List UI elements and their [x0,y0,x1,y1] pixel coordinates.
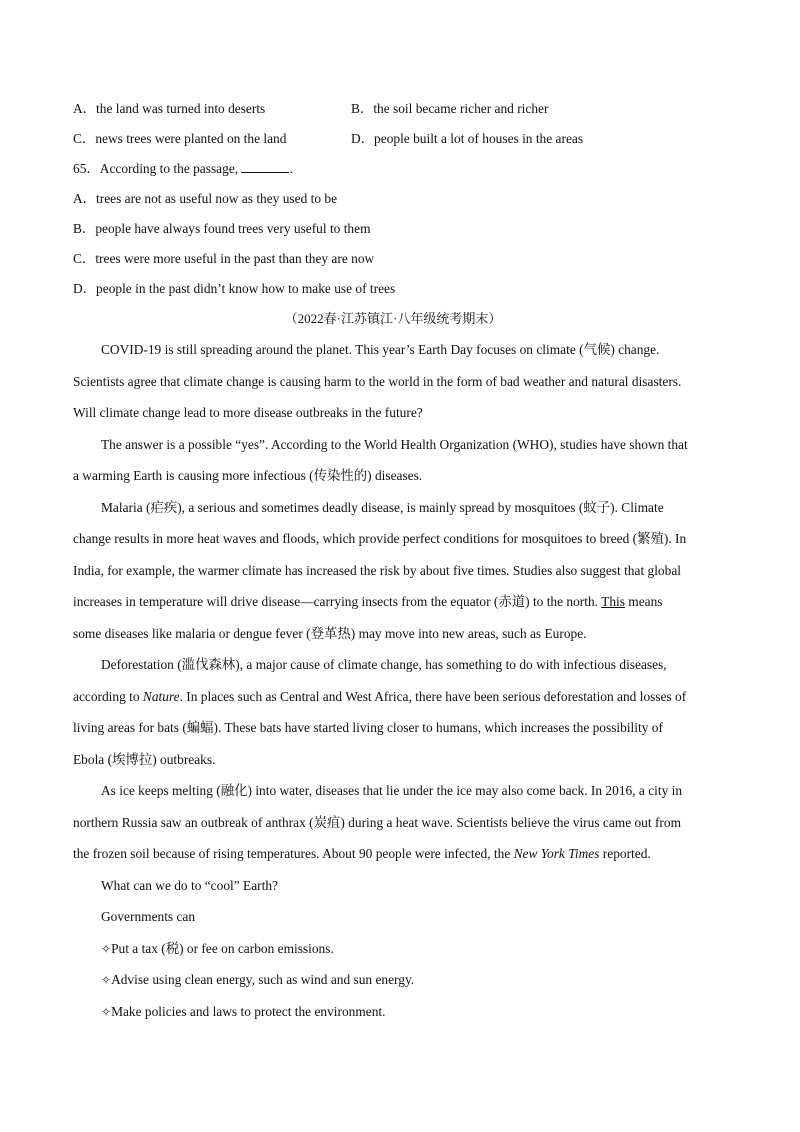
q64-options-row-1 [73,94,723,124]
q65-option-c: C．trees were more useful in the past than they are now [73,251,375,266]
option-d: D．people built a lot of houses in the areas [351,131,584,146]
bullet-item: ✧Advise using clean energy, such as wind and sun energy. [101,972,415,987]
paragraph-3-line: India, for example, the warmer climate has increased the risk by about five times. Studies also suggest that global [73,562,681,578]
paragraph-2-line: The answer is a possible “yes”. According to the World Health Organization (WHO), studies have shown that [101,436,688,452]
q65-option-d: D．people in the past didn’t know how to make use of trees [73,281,396,296]
bullet-item: ✧Make policies and laws to protect the environment. [101,1003,386,1019]
q65-stem: 65．According to the passage, . [73,161,293,176]
option-b: B．the soil became richer and richer [351,101,549,116]
option-a: A．the land was turned into deserts [73,101,266,116]
italic-source-nyt: New York Times [513,846,600,861]
paragraph-1-line: COVID-19 is still spreading around the planet. This year’s Earth Day focuses on climate (气候) change. [101,342,660,357]
question-line: What can we do to “cool” Earth? [101,877,278,893]
paragraph-3-line: change results in more heat waves and floods, which provide perfect conditions for mosquitoes to breed (繁殖). In [73,531,687,546]
option-c: C．news trees were planted on the land [73,131,287,146]
paragraph-4-line: Deforestation (滥伐森林), a major cause of climate change, has something to do with infectious diseases, [101,657,667,672]
passage-source: （2022春·江苏镇江·八年级统考期末） [284,311,502,326]
star-bullet-icon: ✧ [101,941,112,956]
governments-line: Governments can [101,909,196,924]
paragraph-3-line: increases in temperature will drive disease—carrying insects from the equator (赤道) to the north. This means [73,594,663,609]
q64-options-row-2 [73,124,723,154]
bullet-item: ✧Put a tax (税) or fee on carbon emissions. [101,940,334,956]
paragraph-1-line: Will climate change lead to more disease outbreaks in the future? [73,405,423,420]
paragraph-5-line: As ice keeps melting (融化) into water, diseases that lie under the ice may also come back. In 2016, a city in [101,783,683,798]
paragraph-4-line: living areas for bats (蝙蝠). These bats have started living closer to humans, which increases the possibility of [73,720,663,735]
italic-source-nature: Nature [142,688,180,704]
q65-option-a: A．trees are not as useful now as they used to be [73,191,338,206]
paragraph-4-line: Ebola (埃博拉) outbreaks. [73,751,216,767]
paragraph-2-line: a warming Earth is causing more infectious (传染性的) diseases. [73,468,423,483]
passage [73,334,723,1027]
paragraph-3-line: some diseases like malaria or dengue fever (登革热) may move into new areas, such as Europe. [73,625,587,641]
star-bullet-icon: ✧ [101,973,112,987]
underlined-word-this: This [601,594,625,609]
paragraph-3-line: Malaria (疟疾), a serious and sometimes deadly disease, is mainly spread by mosquitoes (蚊子). Climate [101,499,664,515]
paragraph-1-line: Scientists agree that climate change is causing harm to the world in the form of bad weather and natural disasters. [73,373,682,389]
paragraph-5-line: northern Russia saw an outbreak of anthrax (炭疽) during a heat wave. Scientists believe the virus came out from [73,814,681,830]
paragraph-4-line: according to Nature. In places such as Central and West Africa, there have been serious deforestation and losses of [73,688,687,704]
q65-option-b: B．people have always found trees very useful to them [73,221,371,236]
answer-blank [241,160,289,173]
star-bullet-icon: ✧ [101,1004,112,1019]
document-page [73,94,723,1027]
paragraph-5-line: the frozen soil because of rising temperatures. About 90 people were infected, the New York Times reported. [73,846,651,861]
